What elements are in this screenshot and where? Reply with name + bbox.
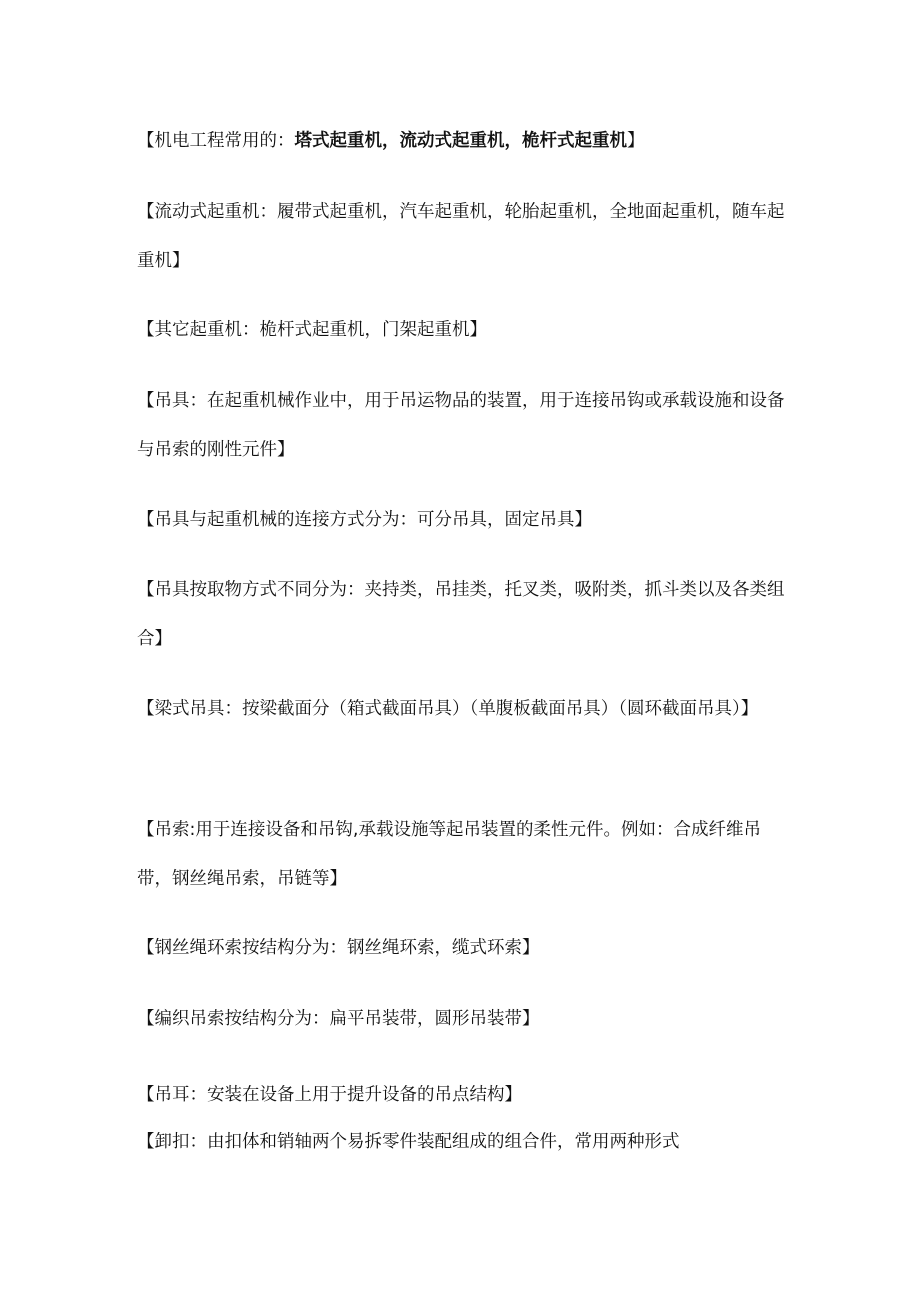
paragraph-mobile-cranes: 【流动式起重机：履带式起重机，汽车起重机，轮胎起重机，全地面起重机，随车起重机】 (137, 202, 785, 271)
paragraph-suffix: 】 (627, 131, 645, 151)
paragraph-gripping-methods: 【吊具按取物方式不同分为：夹持类，吊挂类，托叉类，吸附类，抓斗类以及各类组合】 (137, 580, 785, 649)
paragraph-connection-methods: 【吊具与起重机械的连接方式分为：可分吊具，固定吊具】 (137, 510, 592, 530)
paragraph-lifting-lug: 【吊耳：安装在设备上用于提升设备的吊点结构】 (137, 1085, 522, 1105)
paragraph-wire-rope-loop: 【钢丝绳环索按结构分为：钢丝绳环索，缆式环索】 (137, 938, 540, 958)
paragraph-woven-sling: 【编织吊索按结构分为：扁平吊装带，圆形吊装带】 (137, 1009, 540, 1029)
paragraph-shackle: 【卸扣：由扣体和销轴两个易拆零件装配组成的组合件，常用两种形式 (137, 1132, 680, 1152)
paragraph-bold-text: 塔式起重机，流动式起重机，桅杆式起重机 (294, 131, 627, 151)
paragraph-common-cranes (137, 117, 792, 166)
paragraph-lifting-device: 【吊具：在起重机械作业中，用于吊运物品的装置，用于连接吊钩或承载设施和设备与吊索的刚性元件】 (137, 391, 785, 460)
paragraph-prefix: 【机电工程常用的： (137, 131, 295, 151)
paragraph-sling: 【吊索:用于连接设备和吊钩,承载设施等起吊装置的柔性元件。例如：合成纤维吊带，钢丝绳吊索，吊链等】 (137, 820, 761, 889)
paragraph-other-cranes: 【其它起重机：桅杆式起重机，门架起重机】 (137, 320, 487, 340)
paragraph-beam-lifting-device: 【梁式吊具：按梁截面分（箱式截面吊具）（单腹板截面吊具）（圆环截面吊具）】 (137, 699, 759, 719)
